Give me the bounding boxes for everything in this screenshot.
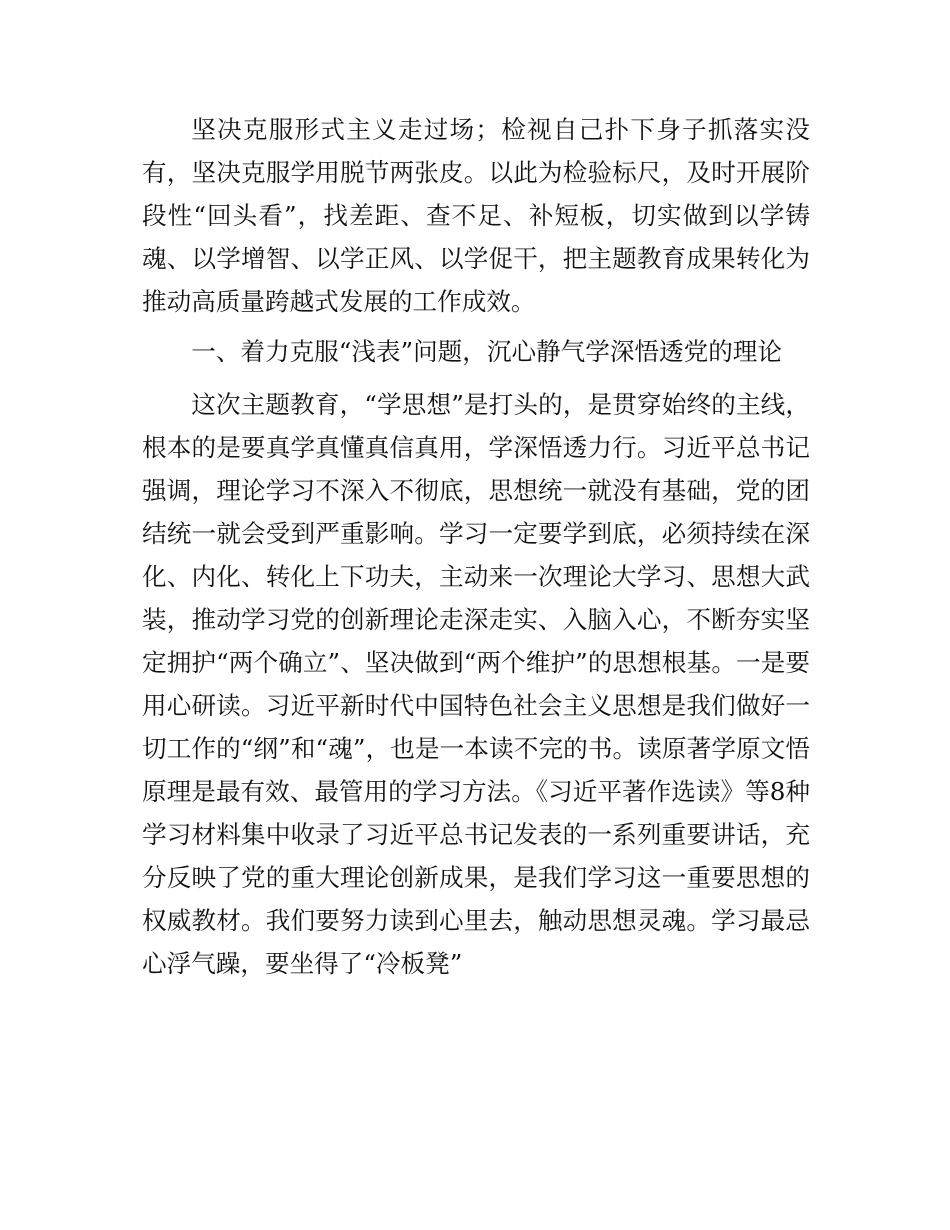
section-heading xyxy=(142,330,810,373)
paragraph-text: 这次主题教育，“学思想”是打头的，是贯穿始终的主线，根本的是要真学真懂真信真用，学深悟透力行。习近平总书记强调，理论学习不深入不彻底，思想统一就没有基础，党的团结统一就会受到严重影响。学习一定要学到底，必须持续在深化、内化、转化上下功夫，主动来一次理论大学习、思想大武装，推动学习党的创新理论走深走实、入脑入心，不断夯实坚定拥护“两个确立”、坚决做到“两个维护”的思想根基。一是要用心研读。习近平新时代中国特色社会主义思想是我们做好一切工作的“纲”和“魂”，也是一本读不完的书。读原著学原文悟原理是最有效、最管用的学习方法。《习近平著作选读》等8种学习材料集中收录了习近平总书记发表的一系列重要讲话，充分反映了党的重大理论创新成果，是我们学习这一重要思想的权威教材。我们要努力读到心里去，触动思想灵魂。学习最忌心浮气躁，要坐得了“冷板凳” xyxy=(142,390,810,978)
paragraph-text: 坚决克服形式主义走过场；检视自己扑下身子抓落实没有，坚决克服学用脱节两张皮。以此为检验标尺，及时开展阶段性“回头看”，找差距、查不足、补短板，切实做到以学铸魂、以学增智、以学正风、以学促干，把主题教育成果转化为推动高质量跨越式发展的工作成效。 xyxy=(142,115,810,316)
body-paragraph xyxy=(142,383,810,985)
section-heading-text: 一、着力克服“浅表”问题，沉心静气学深悟透党的理论 xyxy=(191,337,782,366)
body-paragraph xyxy=(142,108,810,323)
